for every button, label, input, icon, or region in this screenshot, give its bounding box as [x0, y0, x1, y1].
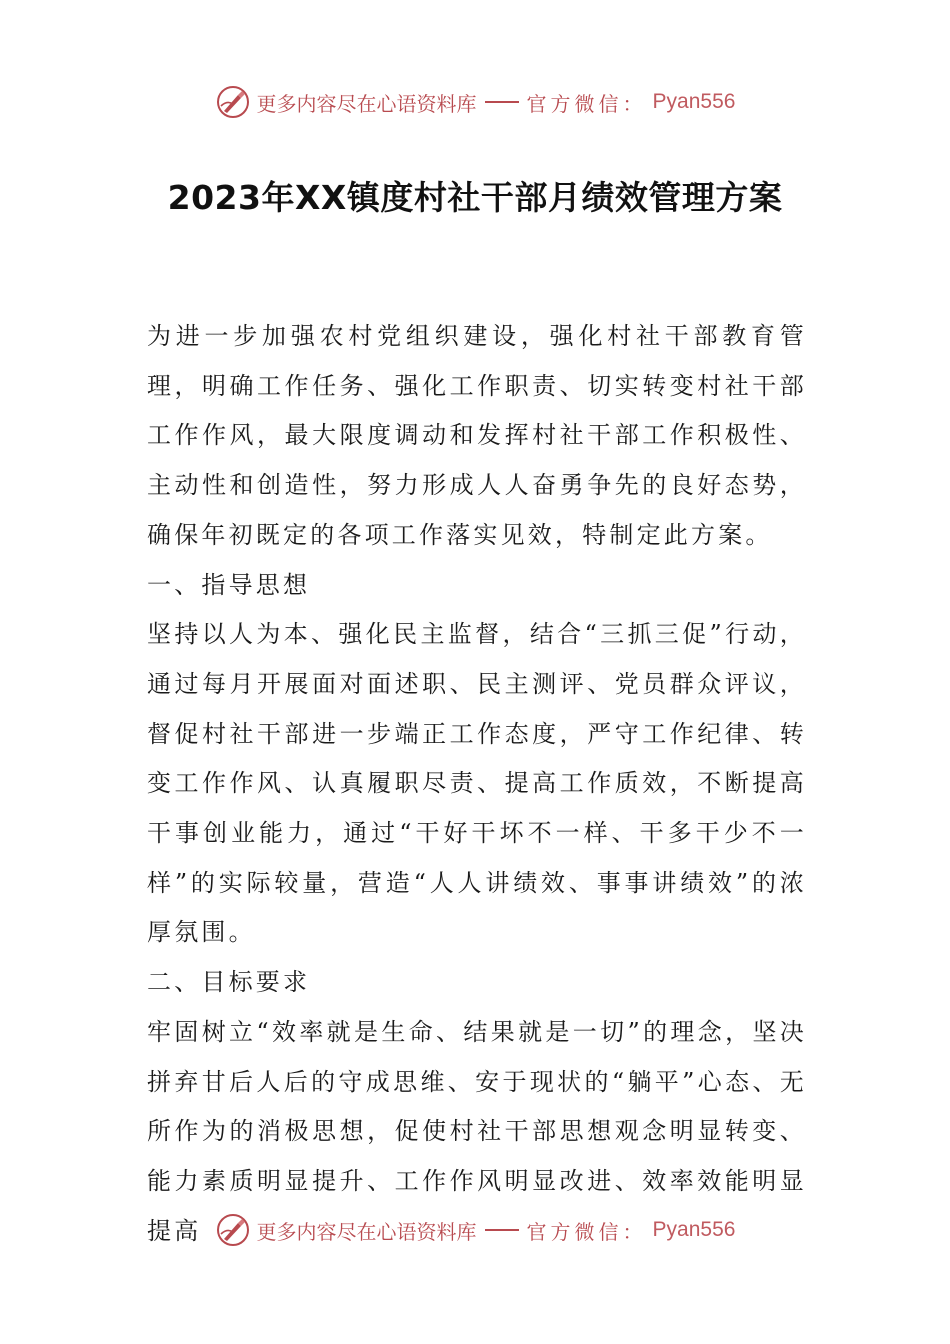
watermark-wechat-id: Pyan556 [652, 90, 736, 113]
document-body [147, 312, 807, 1256]
watermark-dash [485, 101, 519, 103]
pen-logo-icon [215, 1212, 251, 1248]
watermark-dash [485, 1229, 519, 1231]
section-heading-goals: 二、目标要求 [147, 968, 311, 997]
watermark-site-text: 更多内容尽在心语资料库 [256, 91, 477, 116]
watermark-wechat-id: Pyan556 [652, 1218, 736, 1241]
watermark-wechat-label: 官方微信： [526, 1219, 647, 1244]
watermark-site-text: 更多内容尽在心语资料库 [256, 1219, 477, 1244]
section-body-goals: 牢固树立“效率就是生命、结果就是一切”的理念，坚决拼弃甘后人后的守成思维、安于现状的“躺平”心态、无所作为的消极思想，促使村社干部思想观念明显转变、能力素质明显提升、工作作风明显改进、效率效能明显提高 [147, 1017, 807, 1245]
watermark-wechat-label: 官方微信： [526, 91, 647, 116]
document-title: 2023年XX镇度村社干部月绩效管理方案 [167, 178, 783, 217]
pen-logo-icon [215, 84, 251, 120]
header-watermark [0, 80, 950, 124]
section-heading-guiding-ideology: 一、指导思想 [147, 570, 311, 599]
intro-paragraph: 为进一步加强农村党组织建设，强化村社干部教育管理，明确工作任务、强化工作职责、切实转变村社干部工作作风，最大限度调动和发挥村社干部工作积极性、主动性和创造性，努力形成人人奋勇争先的良好态势，确保年初既定的各项工作落实见效，特制定此方案。 [147, 322, 807, 549]
footer-watermark [0, 1208, 950, 1252]
section-body-guiding-ideology: 坚持以人为本、强化民主监督，结合“三抓三促”行动，通过每月开展面对面述职、民主测评、党员群众评议，督促村社干部进一步端正工作态度，严守工作纪律、转变工作作风、认真履职尽责、提高工作质效，不断提高干事创业能力，通过“干好干坏不一样、干多干少不一样”的实际较量，营造“人人讲绩效、事事讲绩效”的浓厚氛围。 [147, 620, 807, 947]
